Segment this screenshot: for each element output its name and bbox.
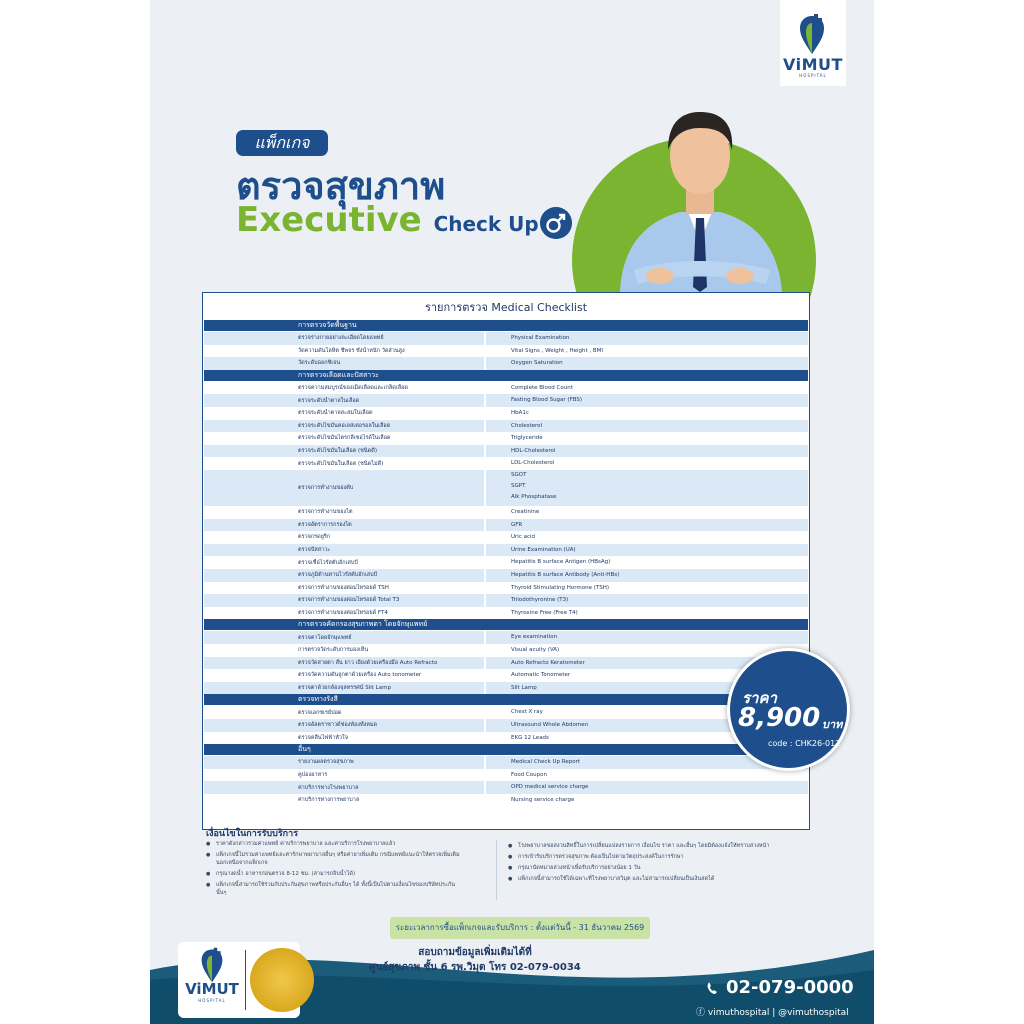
checklist-item-english: OPD medical service charge <box>511 784 589 791</box>
checklist-row <box>204 781 808 795</box>
checklist-row <box>204 794 808 808</box>
checklist-item-english: Nursing service charge <box>511 797 575 803</box>
checklist-item-thai: ค่าบริการทางการพยาบาล <box>298 797 360 804</box>
checklist-item-english: Auto Refracto Keratometer <box>511 659 585 666</box>
price-currency: บาท <box>822 718 843 731</box>
checklist-row <box>204 556 808 570</box>
checklist-section-header <box>204 320 808 331</box>
condition-item: ● การเข้ารับบริการตรวจสุขภาพ ต้องเป็นไปตามวัตถุประสงค์ในการรักษา <box>508 853 808 861</box>
checklist-row <box>204 756 808 770</box>
checklist-section-header <box>204 744 808 755</box>
checklist-item-thai: ตรวจคลื่นไฟฟ้าหัวใจ <box>298 734 348 741</box>
checklist-section-header <box>204 619 808 630</box>
header-logo <box>780 0 846 86</box>
checklist-item-english: SGPT <box>511 483 526 489</box>
checklist-item-thai: ตรวจภูมิต้านทานไวรัสตับอักเสบบี <box>298 572 378 579</box>
checklist-item-thai: ตรวจความสมบูรณ์ของเม็ดเลือดและเกล็ดเลือด <box>298 385 408 392</box>
checklist-item-thai: การตรวจวัดระดับการมองเห็น <box>298 647 369 654</box>
conditions-left <box>206 840 464 900</box>
checklist-row <box>204 519 808 533</box>
checklist-item-thai: ตรวจอัตราการกรองไต <box>298 521 352 528</box>
checklist-row <box>204 407 808 421</box>
checklist-row <box>204 732 808 746</box>
checklist-row <box>204 420 808 434</box>
checklist-item-thai: ตรวจอัลตราซาวด์ช่องท้องทั้งหมด <box>298 722 378 729</box>
checklist-row <box>204 706 808 720</box>
condition-item: ● ราคาดังกล่าวรวมค่าแพทย์ ค่าบริการพยาบาล และค่าบริการโรงพยาบาลแล้ว <box>206 840 464 848</box>
checklist-item-thai: ตรวจระดับไขมันคอเลสเตอรอลในเลือด <box>298 422 391 429</box>
checklist-item-thai: ตรวจการทำงานของตับ <box>298 485 354 491</box>
checklist-item-english: Cholesterol <box>511 422 543 429</box>
checklist-item-english: Urine Examination (UA) <box>511 546 576 553</box>
contact-line-1: สอบถามข้อมูลเพิ่มเติมได้ที่ <box>418 947 532 958</box>
checklist-row <box>204 457 808 471</box>
checklist-row <box>204 394 808 408</box>
checklist-row <box>204 544 808 558</box>
checklist-item-thai: ตรวจระดับไขมันในเลือด (ชนิดไม่ดี) <box>298 460 384 467</box>
checklist-row <box>204 357 808 371</box>
checklist-item-english: Oxygen Saturation <box>511 360 563 367</box>
checklist-row <box>204 506 808 520</box>
checklist-item-english: HDL-Cholesterol <box>511 447 556 454</box>
checklist-item-thai: ตรวจวัดความดันลูกตาด้วยเครื่อง Auto tonometer <box>298 672 422 679</box>
checklist-item-english: Hepatitis B surface Antibody (Anti-HBs) <box>511 572 620 578</box>
checklist-item-english: Food Coupon <box>511 771 547 778</box>
checklist-item-english: Uric acid <box>511 534 536 541</box>
checklist-item-english: Chest X ray <box>511 709 543 716</box>
checklist-row <box>204 345 808 359</box>
conditions-right <box>508 842 808 886</box>
title-thai: ตรวจสุขภาพ <box>236 164 446 208</box>
checklist-item-thai: ตรวจเชื้อไวรัสตับอักเสบบี <box>298 559 358 566</box>
checklist-item-english: Triiodothyronine (T3) <box>511 597 569 604</box>
condition-item: ● โรงพยาบาลขอสงวนสิทธิ์ในการเปลี่ยนแปลงรายการ เงื่อนไข ราคา และอื่นๆ โดยมิต้องแจ้งให้ทราบล่วงหน้า <box>508 842 808 850</box>
row-background <box>486 519 808 532</box>
condition-item: ● แพ็กเกจนี้ไม่รวมค่าแพทย์และค่ารักษาพยาบาลอื่นๆ หรือค่ายาเพิ่มเติม กรณีแพทย์แนะนำให้ตรวจเพิ่มเติมนอกเหนือจากแพ็กเกจ <box>206 851 464 867</box>
package-tag: แพ็กเกจ <box>236 130 328 156</box>
checklist-item-thai: ตรวจการทำงานของต่อมไทรอยด์ FT4 <box>298 610 388 617</box>
checklist-item-thai: รายงานผลตรวจสุขภาพ <box>298 759 354 766</box>
checklist-item-english: Creatinine <box>511 509 540 515</box>
checklist-item-english: Triglyceride <box>511 435 543 442</box>
checklist-item-english: LDL-Cholesterol <box>511 460 555 467</box>
checklist-item-thai: ตรวจวัดสายตา สั้น ยาว เอียงด้วยเครื่องมือ Auto Refracto <box>298 659 438 666</box>
checklist-item-thai: วัดระดับออกซิเจน <box>298 360 341 367</box>
social-handles[interactable] <box>696 1005 849 1018</box>
checklist-item-thai: ค่าบริการทางโรงพยาบาล <box>298 784 359 791</box>
checklist-title: รายการตรวจ Medical Checklist <box>424 301 588 314</box>
doctor-photo <box>610 92 790 292</box>
checklist-item-english: Slit Lamp <box>511 684 537 691</box>
package-code: code : CHK26-012 <box>768 739 841 748</box>
hotline[interactable] <box>706 977 854 998</box>
checklist-item-english: Medical Check Up Report <box>511 759 580 766</box>
checklist-row <box>204 382 808 396</box>
checklist-item-thai: ตรวจกรดยูริก <box>298 534 331 541</box>
checklist-item-thai: ตรวจการทำงานของไต <box>298 509 353 516</box>
checklist-row <box>204 769 808 783</box>
price-label: ราคา <box>742 689 777 707</box>
footer-logo-divider <box>245 950 246 1010</box>
section-label: ตรวจทางรังสี <box>298 695 338 704</box>
checklist-item-thai: ตรวจปัสสาวะ <box>298 547 331 554</box>
footer-logo <box>178 942 300 1018</box>
checklist-item-thai: ตรวจตาด้วยกล้องจุลทรรศน์ Slit Lamp <box>298 685 391 692</box>
checklist-item-english: SGOT <box>511 472 527 478</box>
checklist-item-thai: ตรวจระดับน้ำตาลสะสมในเลือด <box>298 410 373 417</box>
footer-logo-sub: HOSPITAL <box>198 998 226 1003</box>
checklist-item-english: Alk Phosphatase <box>511 494 557 500</box>
conditions-divider <box>496 840 497 900</box>
checklist-row <box>204 594 808 608</box>
checklist-item-english: Automatic Tonometer <box>511 672 571 679</box>
checklist-item-english: Ultrasound Whole Abdomen <box>511 722 589 728</box>
section-label: อื่นๆ <box>298 745 311 754</box>
checklist-item-english: Physical Examination <box>511 335 570 341</box>
checklist-row <box>204 631 808 645</box>
checklist-item-thai: ตรวจการทำงานของต่อมไทรอยด์ Total T3 <box>298 597 400 604</box>
hotline-number[interactable]: 02-079-0000 <box>726 977 854 998</box>
checklist-row <box>204 569 808 583</box>
service-period: ระยะเวลาการซื้อแพ็กเกจและรับบริการ : ตั้งแต่วันนี้ - 31 ธันวาคม 2569 <box>390 917 650 939</box>
checklist-row <box>204 531 808 545</box>
condition-item: ● แพ็กเกจนี้สามารถใช้ร่วมกับประกันสุขภาพหรือประกันอื่นๆ ได้ ทั้งนี้เป็นไปตามเงื่อนไขของบริษัทประกันนั้นๆ <box>206 881 464 897</box>
section-label: การตรวจวัดพื้นฐาน <box>298 321 357 329</box>
checklist-item-thai: คูปองอาหาร <box>298 772 328 779</box>
checklist-item-english: Thyroid Stimulating Hormone (TSH) <box>511 584 609 591</box>
vimut-logo-icon <box>798 12 826 56</box>
social-text[interactable]: vimuthospital | @vimuthospital <box>707 1008 849 1018</box>
medical-checklist <box>202 292 810 830</box>
conditions-title: เงื่อนไขในการรับบริการ <box>206 829 299 839</box>
title-english <box>236 200 539 240</box>
vimut-logo-icon <box>198 946 226 984</box>
checklist-row <box>204 582 808 596</box>
checklist-item-english: Fasting Blood Sugar (FBS) <box>511 397 583 404</box>
checklist-row <box>204 470 808 507</box>
checklist-item-thai: ตรวจการทำงานของต่อมไทรอยด์ TSH <box>298 584 389 591</box>
section-label: การตรวจเลือดและปัสสาวะ <box>298 370 379 379</box>
poster <box>150 0 874 1024</box>
checklist-item-thai: ตรวจระดับไขมันในเลือด (ชนิดดี) <box>298 448 377 455</box>
row-background <box>486 470 808 506</box>
checklist-item-thai: วัดความดันโลหิต ชีพจร ชั่งน้ำหนัก วัดส่วนสูง <box>298 347 405 354</box>
checklist-section-header <box>204 694 808 705</box>
condition-item: ● แพ็กเกจนี้สามารถใช้ได้เฉพาะที่โรงพยาบาลวิมุต และไม่สามารถเปลี่ยนเป็นเงินสดได้ <box>508 875 808 883</box>
checklist-item-thai: ตรวจร่างกายอย่างละเอียดโดยแพทย์ <box>298 335 384 342</box>
price-amount: 8,900 <box>738 703 821 733</box>
accreditation-seal-icon <box>250 948 314 1012</box>
checklist-row <box>204 669 808 683</box>
section-label: การตรวจคัดกรองสุขภาพตา โดยจักษุแพทย์ <box>298 620 428 629</box>
male-symbol-icon <box>540 207 572 239</box>
price-badge <box>727 648 850 771</box>
checklist-item-english: GFR <box>511 521 523 528</box>
checklist-item-thai: ตรวจเอกซเรย์ปอด <box>298 709 342 716</box>
checklist-row <box>204 657 808 671</box>
row-background <box>486 407 808 420</box>
checklist-row <box>204 682 808 696</box>
checklist-item-thai: ตรวจระดับน้ำตาลในเลือด <box>298 397 360 404</box>
checklist-item-english: Hepatitis B surface Antigen (HBsAg) <box>511 559 611 566</box>
checklist-row <box>204 607 808 621</box>
checklist-item-english: Complete Blood Count <box>511 384 573 391</box>
checklist-item-english: Vital Signs , Weight , Height , BMI <box>511 347 604 354</box>
condition-item: ● กรุณานัดหมายล่วงหน้าเพื่อรับบริการอย่างน้อย 1 วัน <box>508 864 808 872</box>
checklist-item-english: HbA1c <box>511 410 529 416</box>
contact-info <box>310 945 640 975</box>
checklist-row <box>204 719 808 733</box>
checklist-item-thai: ตรวจตาโดยจักษุแพทย์ <box>298 634 352 641</box>
checklist-row <box>204 332 808 346</box>
title-executive: Executive <box>236 200 422 240</box>
checklist-item-english: Eye examination <box>511 634 558 641</box>
logo-sub: HOSPITAL <box>799 73 827 78</box>
checklist-row <box>204 644 808 658</box>
checklist-item-english: Visual acuity (VA) <box>511 647 560 653</box>
title-checkup: Check Up <box>433 212 539 236</box>
facebook-icon: ⓕ <box>696 1008 706 1018</box>
checklist-item-english: Thyroxine Free (Free T4) <box>511 609 578 616</box>
checklist-row <box>204 445 808 459</box>
logo-name: ViMUT <box>783 55 843 74</box>
condition-item: ● กรุณางดน้ำ อาหารก่อนตรวจ 8-12 ชม. (สามารถจิบน้ำได้) <box>206 870 464 878</box>
checklist-section-header <box>204 370 808 381</box>
footer-logo-name: ViMUT <box>185 980 239 998</box>
checklist-item-english: EKG 12 Leads <box>511 734 549 741</box>
contact-line-2: ศูนย์สุขภาพ ชั้น 6 รพ.วิมุต โทร 02-079-0034 <box>369 962 581 973</box>
checklist-row <box>204 432 808 446</box>
checklist-item-thai: ตรวจระดับไขมันไตรกลีเซอไรด์ในเลือด <box>298 435 391 442</box>
